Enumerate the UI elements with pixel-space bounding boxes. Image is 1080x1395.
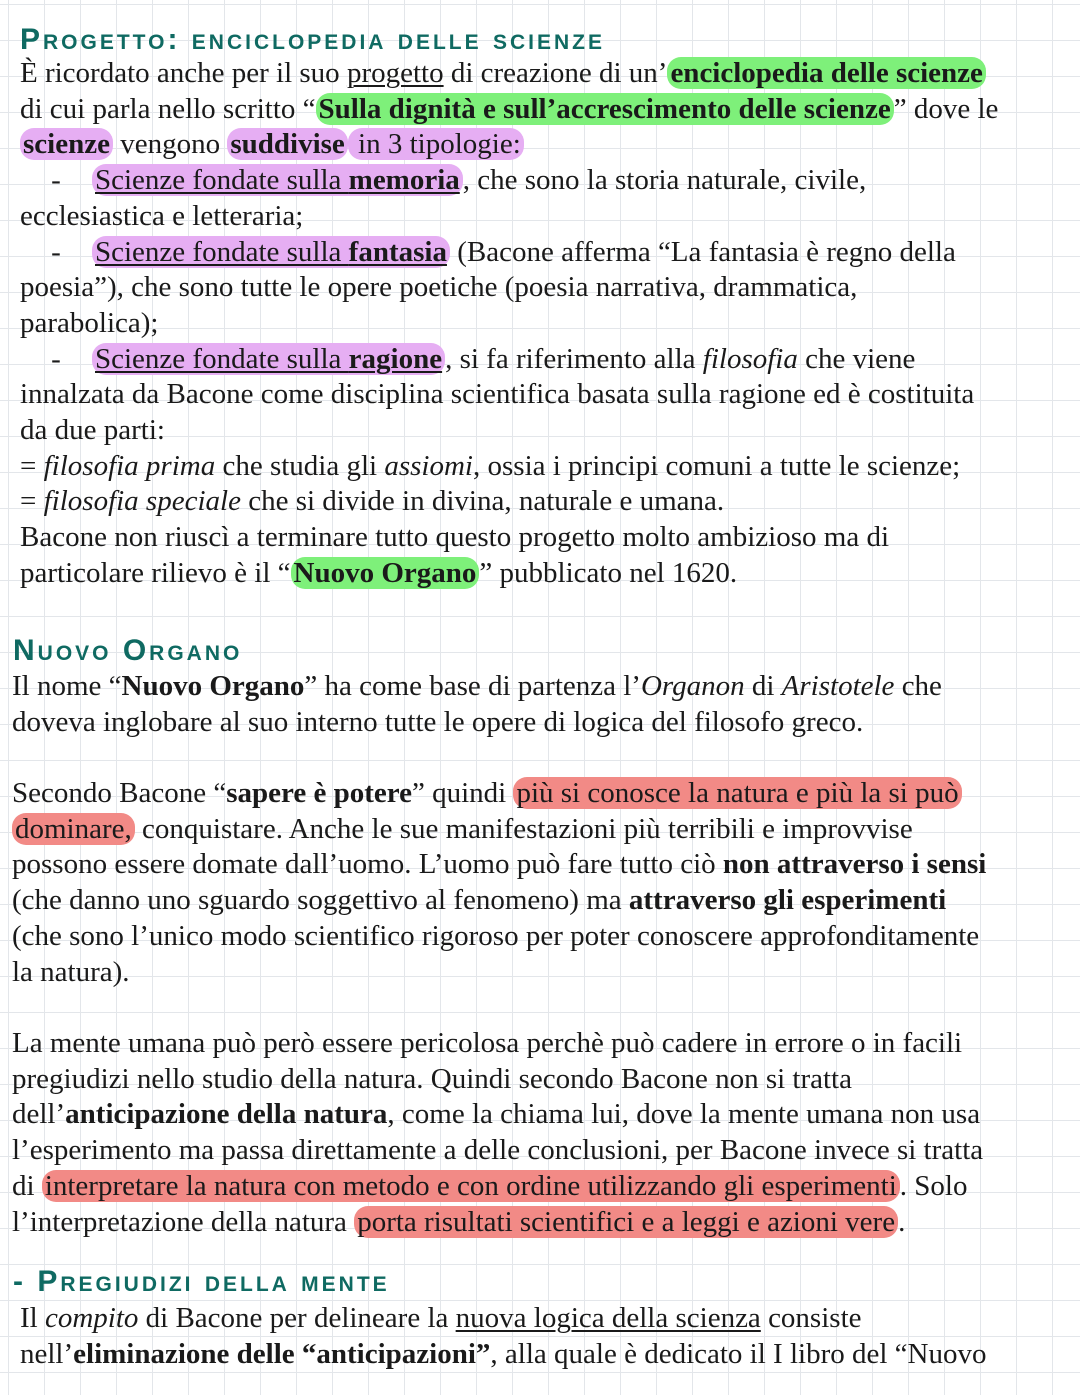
text-line: poesia”), che sono tutte le opere poetiche (poesia narrativa, drammatica, <box>20 271 858 304</box>
text-line: l’interpretazione della natura porta risultati scientifici e a leggi e azioni vere . <box>12 1205 906 1238</box>
text-line: la natura). <box>12 955 130 988</box>
text-line: La mente umana può però essere pericolosa perchè può cadere in errore o in facili <box>12 1027 963 1059</box>
section-title-nuovo-organo: Nuovo Organo <box>13 634 243 667</box>
text-line: l’esperimento ma passa direttamente a delle conclusioni, per Bacone invece si tratta <box>12 1134 984 1167</box>
paragraph-pregiudizi <box>20 1301 986 1372</box>
paragraph-mente-umana <box>12 1026 983 1240</box>
section-title-progetto: Progetto: enciclopedia delle scienze <box>20 23 605 56</box>
text-line: di cui parla nello scritto “ Sulla dignità e sull’accrescimento delle scienze ” dove le <box>20 92 999 125</box>
text-line: Il nome “Nuovo Organo” ha come base di partenza l’Organon di Aristotele che <box>12 670 942 702</box>
list-item-memoria: - Scienze fondate sulla memoria , che sono la storia naturale, civile, <box>51 164 867 197</box>
text-line: particolare rilievo è il “ Nuovo Organo ” pubblicato nel 1620. <box>20 556 738 589</box>
text-line: Secondo Bacone “sapere è potere” quindi più si conosce la natura e più la si può <box>12 776 986 812</box>
highlight-purple: scienze <box>20 128 113 160</box>
text-line: È ricordato anche per il suo progetto di creazione di un’ enciclopedia delle scienze <box>20 56 998 92</box>
highlight-purple: in 3 tipologie: <box>348 128 524 160</box>
text-line: da due parti: <box>20 414 165 447</box>
highlight-purple: suddivise <box>227 128 347 160</box>
text-line: Il compito di Bacone per delineare la nuova logica della scienza consiste <box>20 1302 862 1334</box>
highlight-green: Sulla dignità e sull’accrescimento delle scienze <box>316 93 894 125</box>
text-line: dominare, conquistare. Anche le sue manifestazioni più terribili e improvvise <box>12 812 986 848</box>
section-title-pregiudizi: - Pregiudizi della mente <box>13 1265 390 1298</box>
text-line: pregiudizi nello studio della natura. Quindi secondo Bacone non si tratta <box>12 1062 852 1095</box>
highlight-purple: Scienze fondate sulla ragione <box>92 343 445 375</box>
text-line: innalzata da Bacone come disciplina scientifica basata sulla ragione ed è costituita <box>20 378 975 411</box>
text-line: parabolica); <box>20 306 159 339</box>
highlight-green: Nuovo Organo <box>291 557 480 589</box>
text-line: = filosofia prima che studia gli assiomi, ossia i principi comuni a tutte le scienze; <box>20 449 961 482</box>
text-line: nell’eliminazione delle “anticipazioni”, alla quale è dedicato il I libro del “Nuovo <box>20 1337 987 1370</box>
highlight-green: enciclopedia delle scienze <box>667 57 986 89</box>
text-line: ecclesiastica e letteraria; <box>20 199 304 232</box>
highlight-red: dominare, <box>12 813 135 845</box>
text-line: Bacone non riuscì a terminare tutto questo progetto molto ambizioso ma di <box>20 521 889 554</box>
text-line: di interpretare la natura con metodo e con ordine utilizzando gli esperimenti . Solo <box>12 1169 968 1202</box>
highlight-red: più si conosce la natura e più la si può <box>513 777 961 809</box>
highlight-purple: Scienze fondate sulla fantasia <box>92 236 450 268</box>
text-line: = filosofia speciale che si divide in divina, naturale e umana. <box>20 485 725 518</box>
highlight-red: porta risultati scientifici e a leggi e azioni vere <box>354 1206 898 1238</box>
text-line: (che danno uno sguardo soggettivo al fenomeno) ma attraverso gli esperimenti <box>12 884 947 917</box>
highlight-red: interpretare la natura con metodo e con ordine utilizzando gli esperimenti <box>42 1170 900 1202</box>
paragraph-nome <box>12 669 942 740</box>
list-item-ragione: - Scienze fondate sulla ragione , si fa riferimento alla filosofia che viene <box>51 342 916 375</box>
text-line: (che sono l’unico modo scientifico rigoroso per poter conoscere approfonditamente <box>12 919 980 952</box>
text-line: doveva inglobare al suo interno tutte le opere di logica del filosofo greco. <box>12 705 864 738</box>
highlight-purple: Scienze fondate sulla memoria <box>92 164 463 196</box>
text-line: scienze vengono suddivise in 3 tipologie: <box>20 127 998 163</box>
text-line: possono essere domate dall’uomo. L’uomo può fare tutto ciò non attraverso i sensi <box>12 848 987 881</box>
paragraph-sapere-potere <box>12 776 986 990</box>
text-line: dell’anticipazione della natura, come la chiama lui, dove la mente umana non usa <box>12 1098 981 1131</box>
paragraph-progetto <box>20 56 998 592</box>
list-item-fantasia: - Scienze fondate sulla fantasia (Bacone afferma “La fantasia è regno della <box>51 235 956 268</box>
